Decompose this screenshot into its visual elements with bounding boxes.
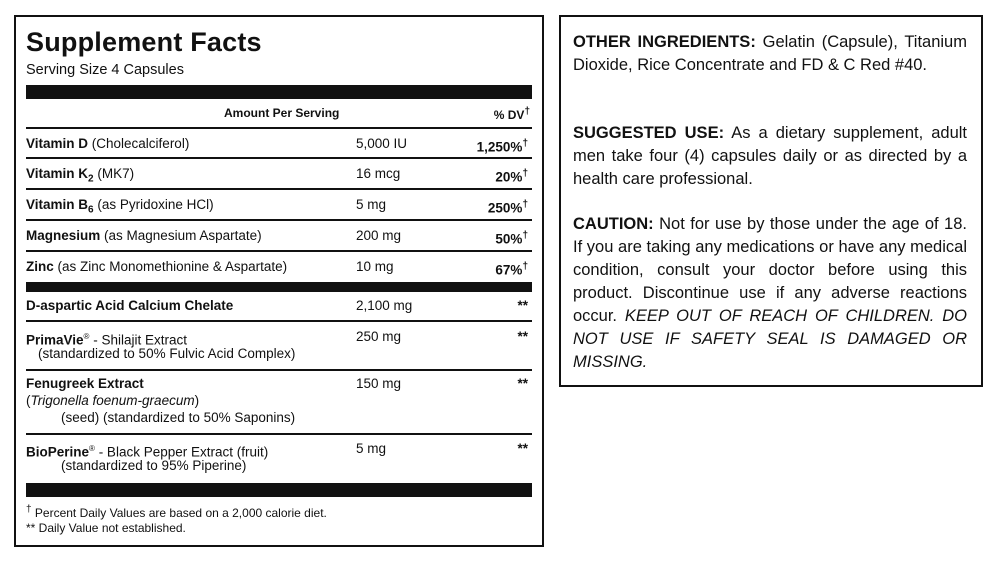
ingredient-amount: 5 mg [356, 441, 387, 456]
ingredient-dv: ** [517, 376, 528, 391]
divider [26, 157, 532, 159]
ingredient-amount: 250 mg [356, 329, 402, 344]
divider [26, 188, 532, 190]
nutrient-detail: (as Magnesium Aspartate) [104, 228, 262, 243]
nutrient-detail: (as Zinc Monomethionine & Aspartate) [57, 259, 288, 274]
divider [26, 219, 532, 221]
nutrient-name: Magnesium [26, 228, 101, 243]
nutrient-name: Zinc [26, 259, 54, 274]
suggested-use: SUGGESTED USE: As a dietary supplement, adult men take four (4) capsules daily or as directed by a health care professional. [573, 124, 968, 188]
divider [26, 320, 532, 322]
divider [26, 433, 532, 435]
thick-divider [26, 282, 532, 292]
ingredient-dv: ** [517, 329, 528, 344]
serving-size: Serving Size 4 Capsules [26, 62, 184, 78]
ingredient-standardization: (standardized to 50% Fulvic Acid Complex) [38, 346, 296, 361]
nutrient-detail: (Cholecalciferol) [91, 136, 190, 151]
nutrient-detail: (as Pyridoxine HCl) [97, 197, 214, 212]
other-info-panel [559, 15, 983, 387]
divider [26, 369, 532, 371]
ingredient-dv: ** [517, 441, 528, 456]
caution: CAUTION: Not for use by those under the age of 18. If you are taking any medications or have any medical condition, consult your doctor before using this product. Discontinue use if any adverse reactions occur. KEEP OUT OF REACH OF CHILDREN. DO NOT USE IF SAFETY SEAL IS DAMAGED OR MISSING. [573, 215, 967, 371]
ingredient-latin: (Trigonella foenum-graecum) [26, 393, 200, 408]
ingredient-name: D-aspartic Acid Calcium Chelate [26, 298, 234, 313]
supplement-facts-panel: Supplement Facts Serving Size 4 Capsules Amount Per Serving % DV† Vitamin D (Cholecalciferol) 5,000 IU 1,250%† Vitamin $K_2$ (MK7) 16 mcg 20%† Vitamin $B_6$ (as Pyridoxine HCl) 5 mg 250%† Magnesium (as Magnesium Aspartate) 200 mg 50%† Zinc (as Zinc Monomethionine & Aspartate) 10 mg 67%† D-aspartic Acid Calcium Chelate 2,100 mg ** PrimaVie® - Shilajit Extract (standardized to 50% Fulvic Acid Complex) 250 mg ** Fenugreek Extract (Trigonella foenum-graecum) (seed) (standardized to 50% Saponins) 150 mg ** BioPerine® - Black Pepper Extract (fruit) (standardized to 95% Piperine) 5 mg ** † Percent Daily Values are based on a 2,000 calorie diet. ** Daily Value not established. [14, 15, 544, 547]
nutrient-dv: 20%† [495, 168, 528, 185]
nutrient-dv: 250%† [487, 199, 528, 216]
footnote-not-established: ** Daily Value not established. [26, 521, 186, 535]
ingredient-standardization: (seed) (standardized to 50% Saponins) [61, 410, 296, 425]
nutrient-amount: 200 mg [356, 228, 402, 243]
ingredient-standardization: (standardized to 95% Piperine) [61, 458, 247, 473]
ingredient-dv: ** [517, 298, 528, 313]
thick-divider [26, 85, 532, 99]
nutrient-amount: 5,000 IU [356, 136, 408, 151]
header-dv: % DV† [493, 106, 530, 122]
table-header [26, 101, 532, 126]
nutrient-dv: 67%† [495, 261, 528, 278]
nutrient-amount: 5 mg [356, 197, 387, 212]
ingredient-amount: 150 mg [356, 376, 402, 391]
nutrient-amount: 10 mg [356, 259, 394, 274]
thick-divider [26, 483, 532, 497]
other-ingredients: OTHER INGREDIENTS: Gelatin (Capsule), Titanium Dioxide, Rice Concentrate and FD & C Red #40. [573, 33, 967, 74]
ingredient-name: Fenugreek Extract [26, 376, 144, 391]
nutrient-dv: 1,250%† [476, 138, 528, 155]
divider [26, 127, 532, 129]
nutrient-name: Vitamin $B_6$ [26, 197, 94, 216]
ingredient-name: BioPerine [26, 444, 90, 460]
ingredient-name: PrimaVie [26, 332, 84, 348]
footnote-dv: † Percent Daily Values are based on a 2,000 calorie diet. [26, 504, 327, 520]
nutrient-detail: (MK7) [97, 166, 135, 181]
divider [26, 250, 532, 252]
nutrient-name: Vitamin D [26, 136, 89, 151]
nutrient-name: Vitamin $K_2$ [26, 166, 94, 185]
header-amount: Amount Per Serving [224, 106, 340, 120]
nutrient-amount: 16 mcg [356, 166, 401, 181]
facts-title: Supplement Facts [26, 27, 262, 57]
nutrient-dv: 50%† [495, 230, 528, 247]
ingredient-amount: 2,100 mg [356, 298, 413, 313]
